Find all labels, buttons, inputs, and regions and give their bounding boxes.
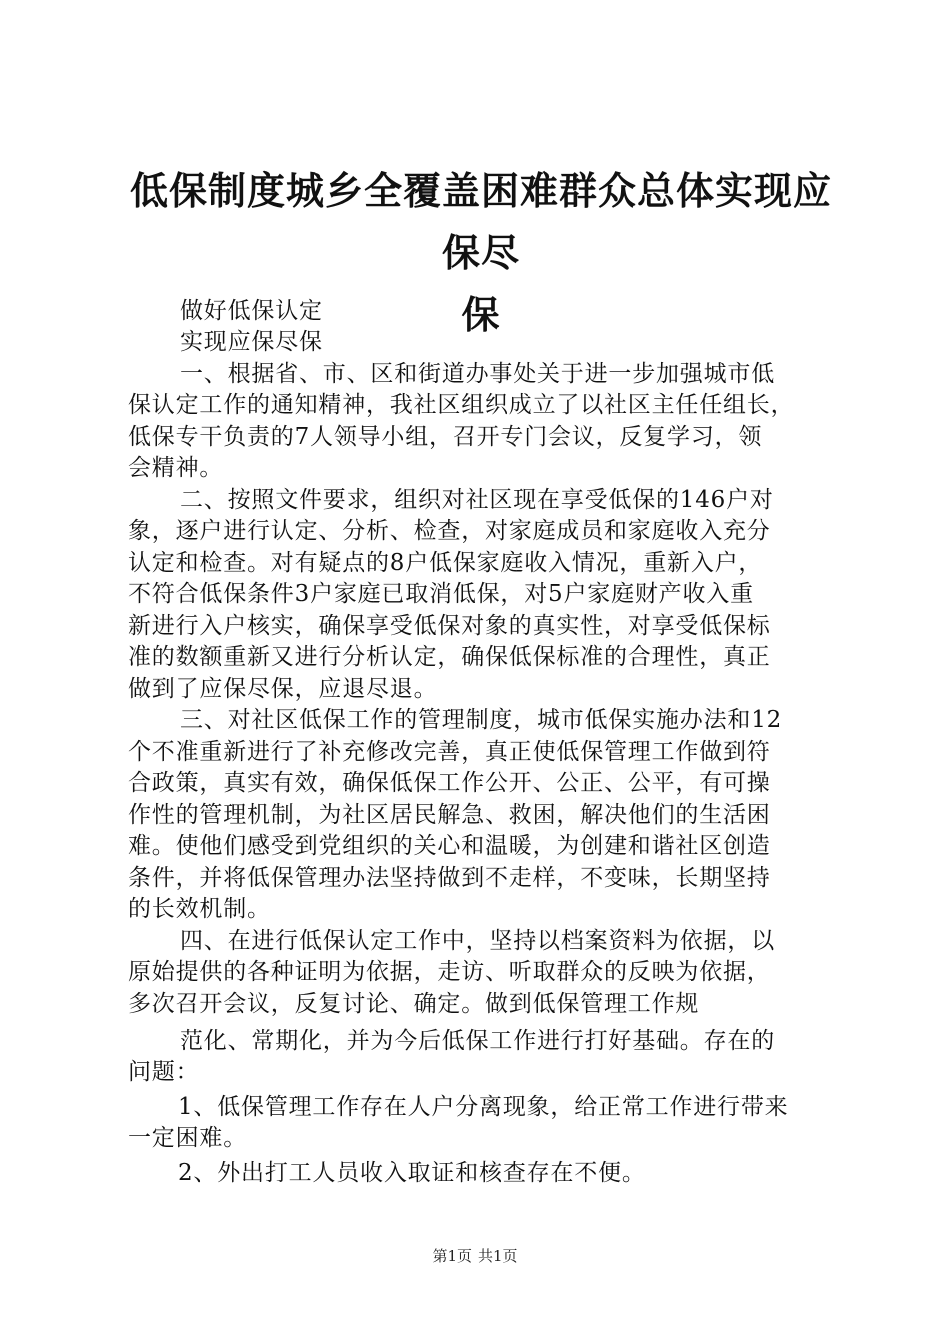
paragraph-line: 原始提供的各种证明为依据，走访、听取群众的反映为依据， [128,959,771,985]
paragraph-line: 问题： [128,1059,200,1085]
paragraph-line: 条件，并将低保管理办法坚持做到不走样，不变味，长期坚持 [128,865,771,891]
paragraph-line: 二、按照文件要求，组织对社区现在享受低保的146户对 [180,487,774,513]
problem-item-1: 1、低保管理工作存在人户分离现象，给正常工作进行带来 [178,1094,789,1120]
problem-item-2: 2、外出打工人员收入取证和核查存在不便。 [178,1160,646,1186]
paragraph-line: 合政策，真实有效，确保低保工作公开、公正、公平，有可操 [128,770,771,796]
subheading-1: 做好低保认定 [180,298,323,324]
paragraph-line: 的长效机制。 [128,896,271,922]
paragraph-line: 作性的管理机制，为社区居民解急、救困，解决他们的生活困 [128,802,771,828]
paragraph-line: 保认定工作的通知精神，我社区组织成立了以社区主任任组长， [128,392,795,418]
paragraph-line: 多次召开会议，反复讨论、确定。做到低保管理工作规 [128,991,700,1017]
page-number: 第1页 [432,1247,472,1265]
paragraph-line: 难。使他们感受到党组织的关心和温暖，为创建和谐社区创造 [128,833,771,859]
title-line-2: 保 [461,292,501,337]
paragraph-line: 个不准重新进行了补充修改完善，真正使低保管理工作做到符 [128,739,771,765]
paragraph-line: 四、在进行低保认定工作中，坚持以档案资料为依据，以 [180,928,775,954]
paragraph-line: 做到了应保尽保，应退尽退。 [128,676,438,702]
subheading-2: 实现应保尽保 [180,329,323,355]
paragraph-line: 不符合低保条件3户家庭已取消低保，对5户家庭财产收入重 [128,581,754,607]
title-line-1: 低保制度城乡全覆盖困难群众总体实现应保尽 [129,168,832,275]
paragraph-line: 低保专干负责的7人领导小组，召开专门会议，反复学习，领 [128,424,763,450]
paragraph-line: 准的数额重新又进行分析认定，确保低保标准的合理性，真正 [128,644,771,670]
paragraph-line: 范化、常期化，并为今后低保工作进行打好基础。存在的 [180,1028,775,1054]
paragraph-line: 象，逐户进行认定、分析、检查，对家庭成员和家庭收入充分 [128,518,771,544]
page-total: 共1页 [478,1247,518,1265]
page-footer [0,1245,950,1266]
paragraph-line: 新进行入户核实，确保享受低保对象的真实性，对享受低保标 [128,613,771,639]
paragraph-line: 三、对社区低保工作的管理制度，城市低保实施办法和12 [180,707,783,733]
paragraph-line: 认定和检查。对有疑点的8户低保家庭收入情况，重新入户， [128,550,763,576]
paragraph-line: 会精神。 [128,455,224,481]
paragraph-line: 一、根据省、市、区和街道办事处关于进一步加强城市低 [180,361,775,387]
paragraph-line: 一定困难。 [128,1125,247,1151]
